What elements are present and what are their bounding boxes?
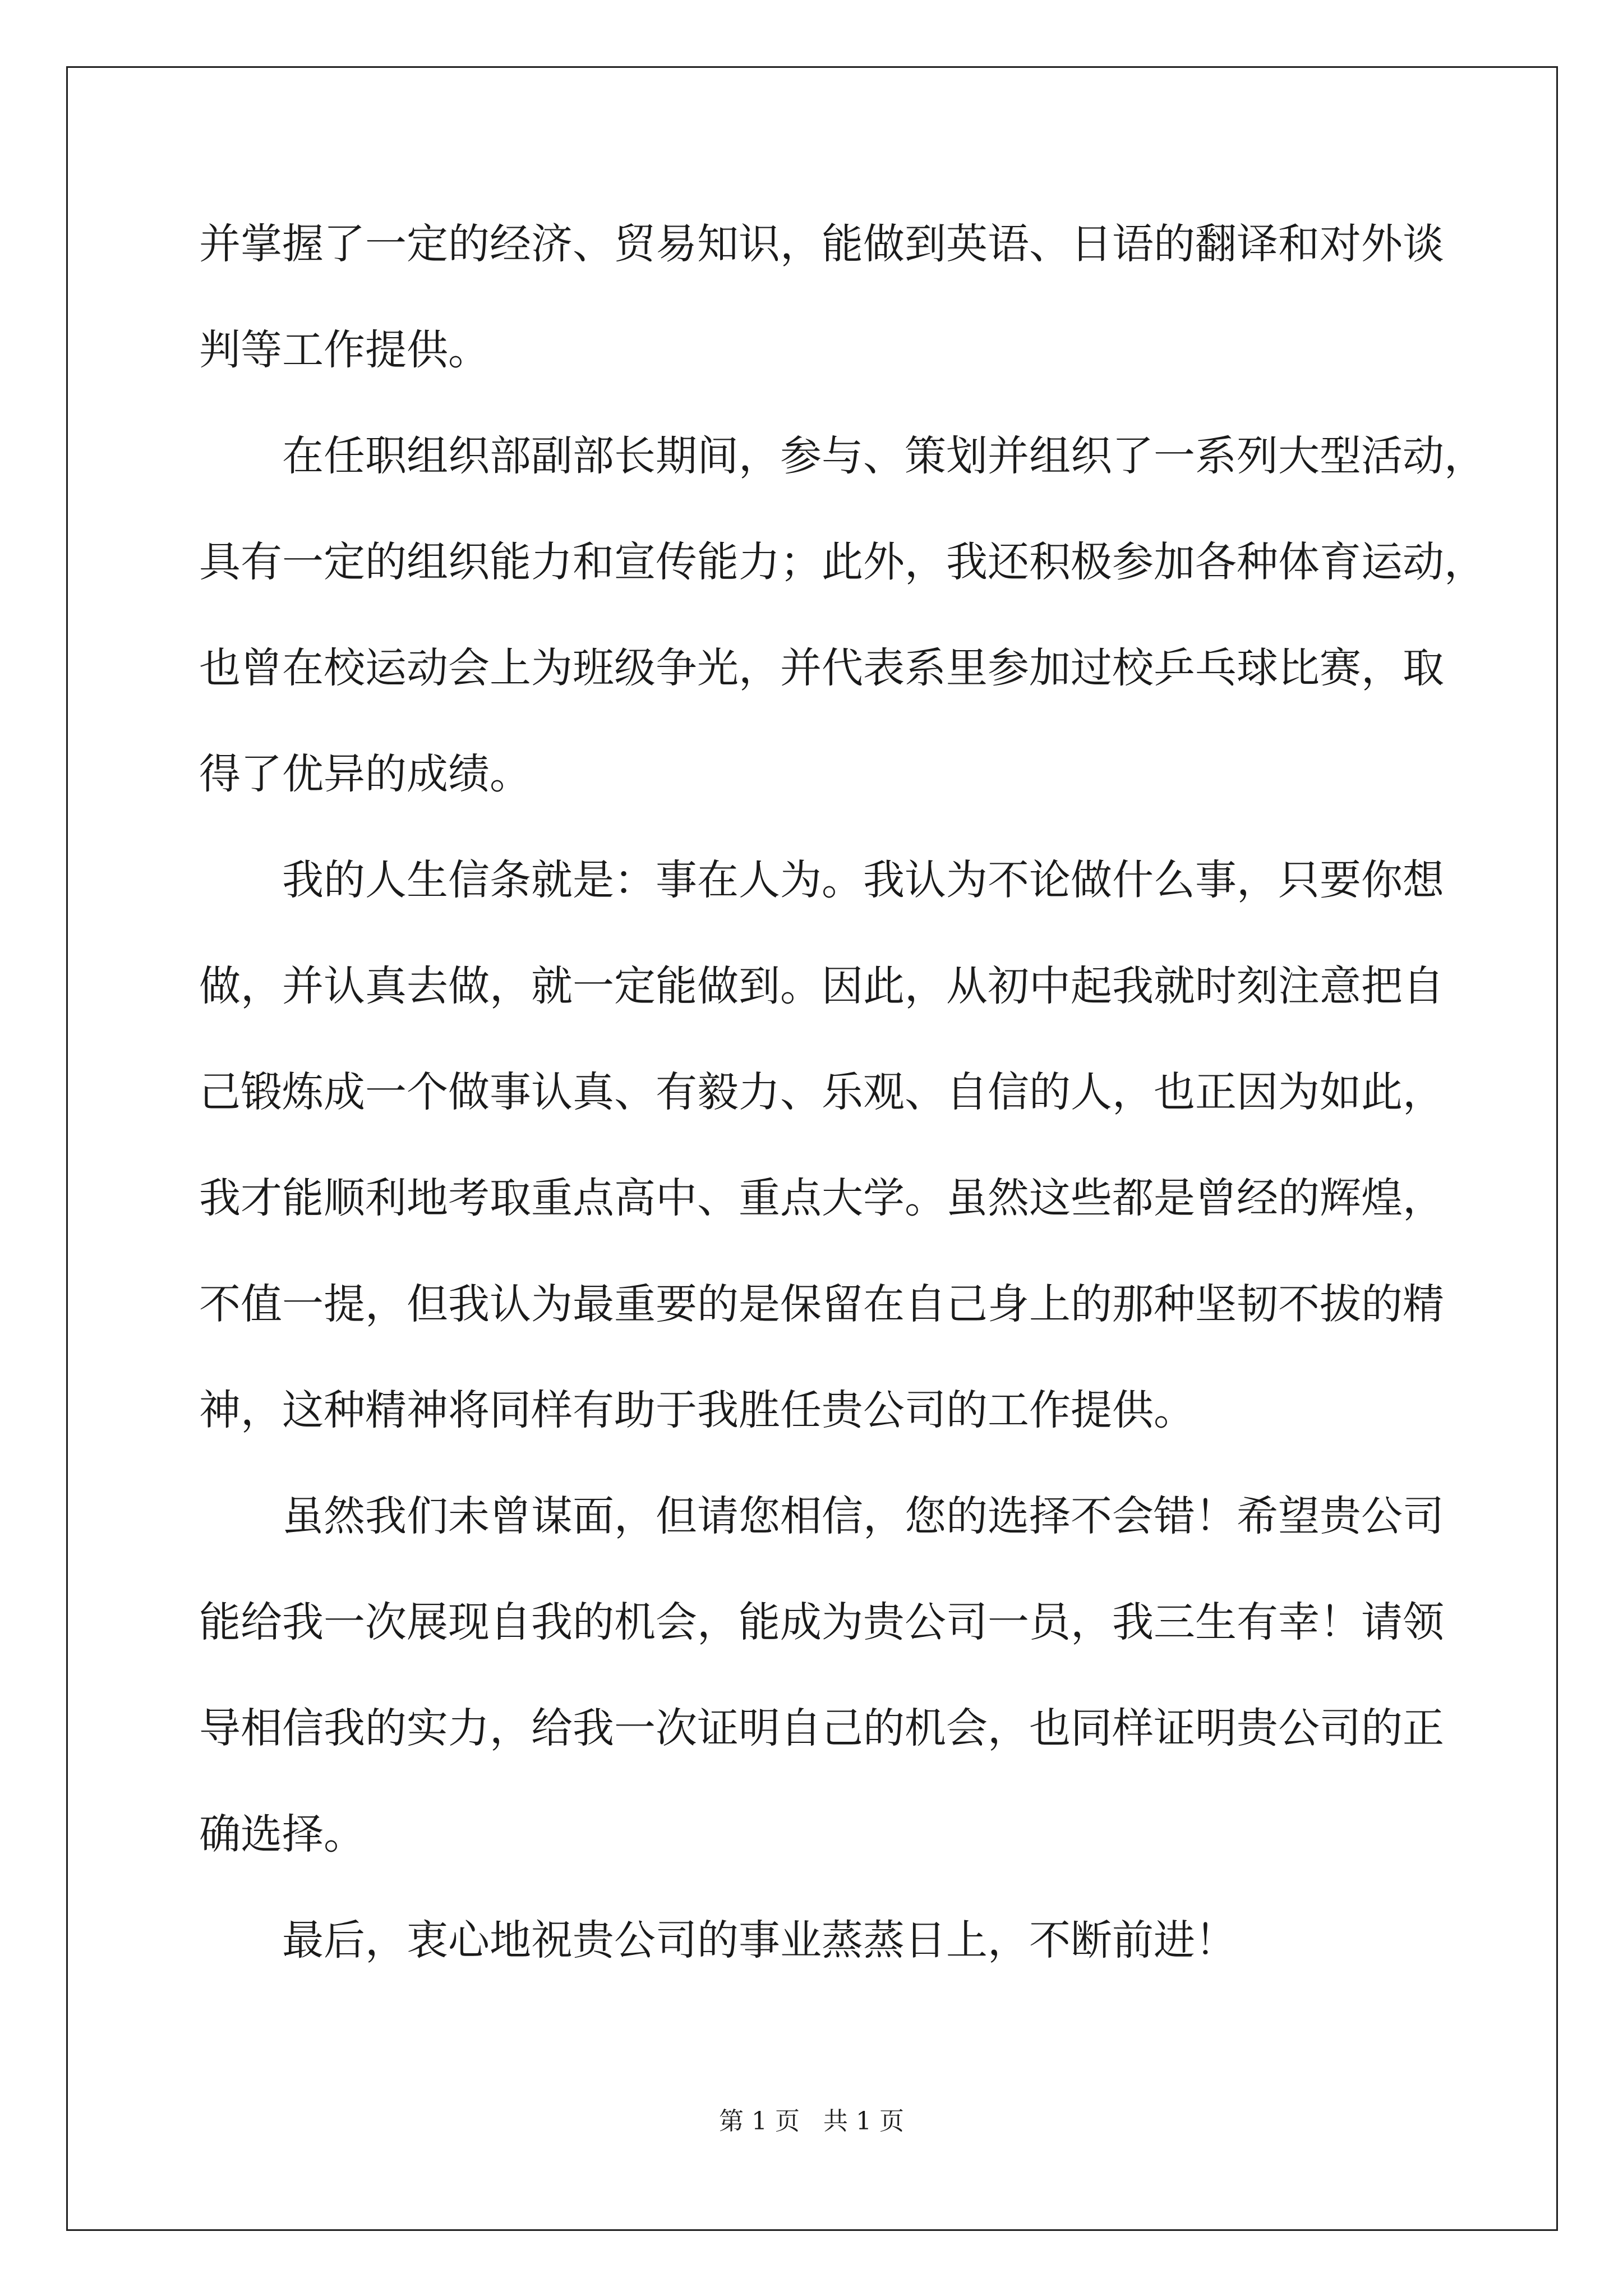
text-line: 不值一提，但我认为最重要的是保留在自己身上的那种坚韧不拔的精 <box>199 1280 1444 1328</box>
document-body <box>199 213 1486 2016</box>
text-line: 我才能顺利地考取重点高中、重点大学。虽然这些都是曾经的辉煌， <box>199 1174 1444 1222</box>
text-line: 虽然我们未曾谋面，但请您相信，您的选择不会错！希望贵公司 <box>282 1492 1444 1540</box>
text-line: 最后，衷心地祝贵公司的事业蒸蒸日上，不断前进！ <box>282 1916 1237 1964</box>
text-line: 也曾在校运动会上为班级争光，并代表系里参加过校乒乓球比赛，取 <box>199 644 1444 692</box>
text-line: 确选择。 <box>199 1810 365 1858</box>
text-line: 导相信我的实力，给我一次证明自己的机会，也同样证明贵公司的正 <box>199 1704 1444 1752</box>
text-line: 神，这种精神将同样有助于我胜任贵公司的工作提供。 <box>199 1386 1195 1434</box>
page-number-footer: 第 1 页 共 1 页 <box>719 2107 904 2136</box>
text-line: 能给我一次展现自我的机会，能成为贵公司一员，我三生有幸！请领 <box>199 1598 1444 1646</box>
text-line: 得了优异的成绩。 <box>199 750 531 798</box>
text-line: 做，并认真去做，就一定能做到。因此，从初中起我就时刻注意把自 <box>199 962 1444 1010</box>
text-line: 在任职组织部副部长期间，参与、策划并组织了一系列大型活动， <box>282 432 1486 480</box>
text-line: 己锻炼成一个做事认真、有毅力、乐观、自信的人，也正因为如此， <box>199 1068 1444 1116</box>
text-line: 并掌握了一定的经济、贸易知识，能做到英语、日语的翻译和对外谈 <box>199 220 1444 268</box>
text-line: 具有一定的组织能力和宣传能力；此外，我还积极参加各种体育运动， <box>199 538 1486 586</box>
text-line: 我的人生信条就是：事在人为。我认为不论做什么事，只要你想 <box>282 856 1444 904</box>
text-line: 判等工作提供。 <box>199 326 490 374</box>
